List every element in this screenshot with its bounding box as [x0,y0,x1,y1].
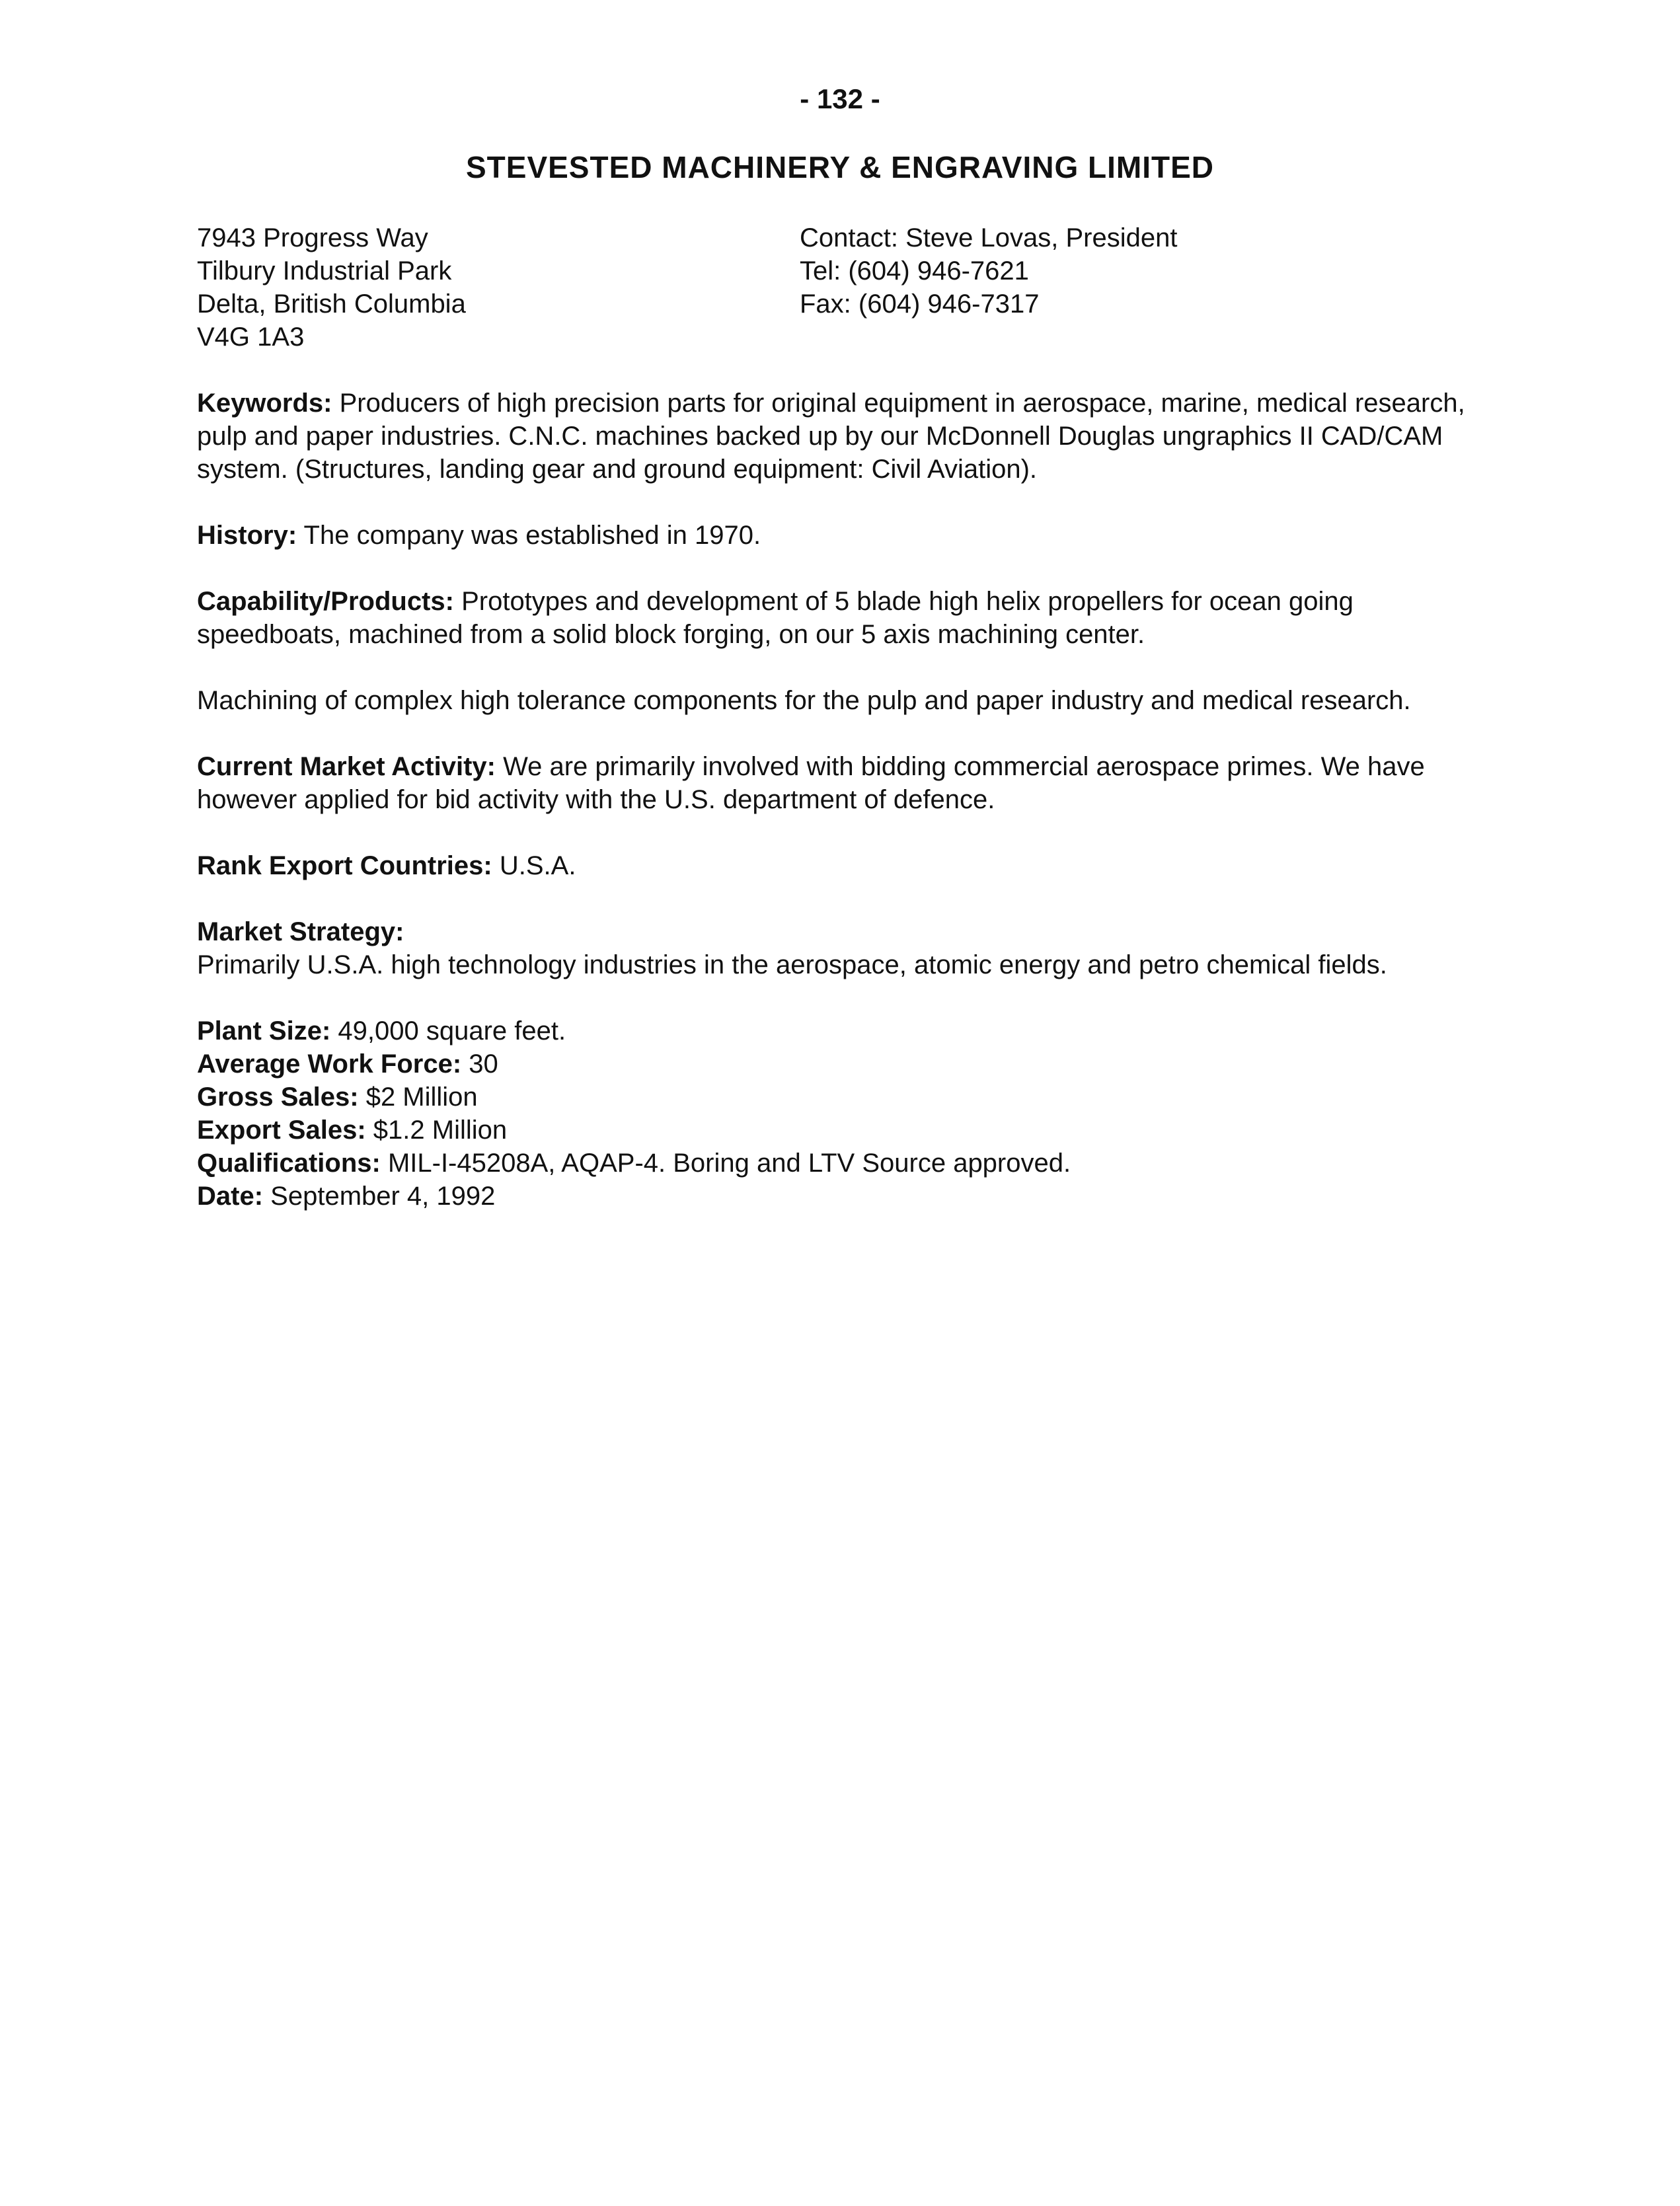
address-block [197,221,726,354]
work-force-value: 30 [469,1049,498,1079]
page-number: - 132 - [800,83,880,114]
plant-size-value: 49,000 square feet. [338,1016,566,1046]
address-park: Tilbury Industrial Park [197,256,452,285]
rank-export-label: Rank Export Countries: [197,851,492,880]
market-strategy-label: Market Strategy: [197,917,404,946]
history-paragraph [197,519,1492,552]
current-market-text: We are primarily involved with bidding commercial aerospace primes. We have however applied for bid activity with the U.S. department of defence. [197,752,1425,814]
plant-size-row [197,1014,1492,1047]
contact-person: Contact: Steve Lovas, President [800,223,1178,252]
market-strategy-paragraph [197,915,1492,981]
current-market-label: Current Market Activity: [197,752,496,781]
machining-text: Machining of complex high tolerance components for the pulp and paper industry and medical research. [197,686,1411,715]
qualifications-value: MIL-I-45208A, AQAP-4. Boring and LTV Source approved. [387,1149,1071,1178]
address-city: Delta, British Columbia [197,289,466,319]
keywords-text: Producers of high precision parts for original equipment in aerospace, marine, medical research, pulp and paper industries. C.N.C. machines backed up by our McDonnell Douglas ungraphics II CAD/CAM system. (Structures, landing gear and ground equipment: Civil Aviation). [197,389,1465,484]
work-force-label: Average Work Force: [197,1049,462,1079]
export-sales-value: $1.2 Million [373,1116,508,1145]
qualifications-row [197,1147,1492,1180]
gross-sales-label: Gross Sales: [197,1083,359,1112]
date-row [197,1180,1492,1213]
gross-sales-row [197,1081,1492,1114]
export-sales-label: Export Sales: [197,1116,366,1145]
rank-export-paragraph [197,849,1492,882]
qualifications-label: Qualifications: [197,1149,381,1178]
history-label: History: [197,521,297,550]
gross-sales-value: $2 Million [365,1083,478,1112]
market-strategy-text: Primarily U.S.A. high technology industries in the aerospace, atomic energy and petro chemical fields. [197,950,1387,979]
machining-paragraph [197,684,1492,717]
capability-text: Prototypes and development of 5 blade high helix propellers for ocean going speedboats, machined from a solid block forging, on our 5 axis machining center. [197,587,1354,649]
address-street: 7943 Progress Way [197,223,428,252]
capability-label: Capability/Products: [197,587,454,616]
address-postal-code: V4G 1A3 [197,323,305,352]
company-title: STEVESTED MACHINERY & ENGRAVING LIMITED [465,150,1215,184]
contact-fax: Fax: (604) 946-7317 [800,289,1040,319]
current-market-paragraph [197,750,1492,816]
plant-size-label: Plant Size: [197,1016,331,1046]
keywords-label: Keywords: [197,389,332,418]
work-force-row [197,1047,1492,1081]
keywords-paragraph [197,387,1492,486]
company-stats [197,1014,1492,1213]
profile-body [197,387,1492,1213]
contact-block [800,221,1527,321]
capability-paragraph [197,585,1492,651]
date-value: September 4, 1992 [270,1182,496,1211]
contact-telephone: Tel: (604) 946-7621 [800,256,1029,285]
date-label: Date: [197,1182,264,1211]
export-sales-row [197,1114,1492,1147]
history-text: The company was established in 1970. [303,521,761,550]
rank-export-text: U.S.A. [499,851,576,880]
